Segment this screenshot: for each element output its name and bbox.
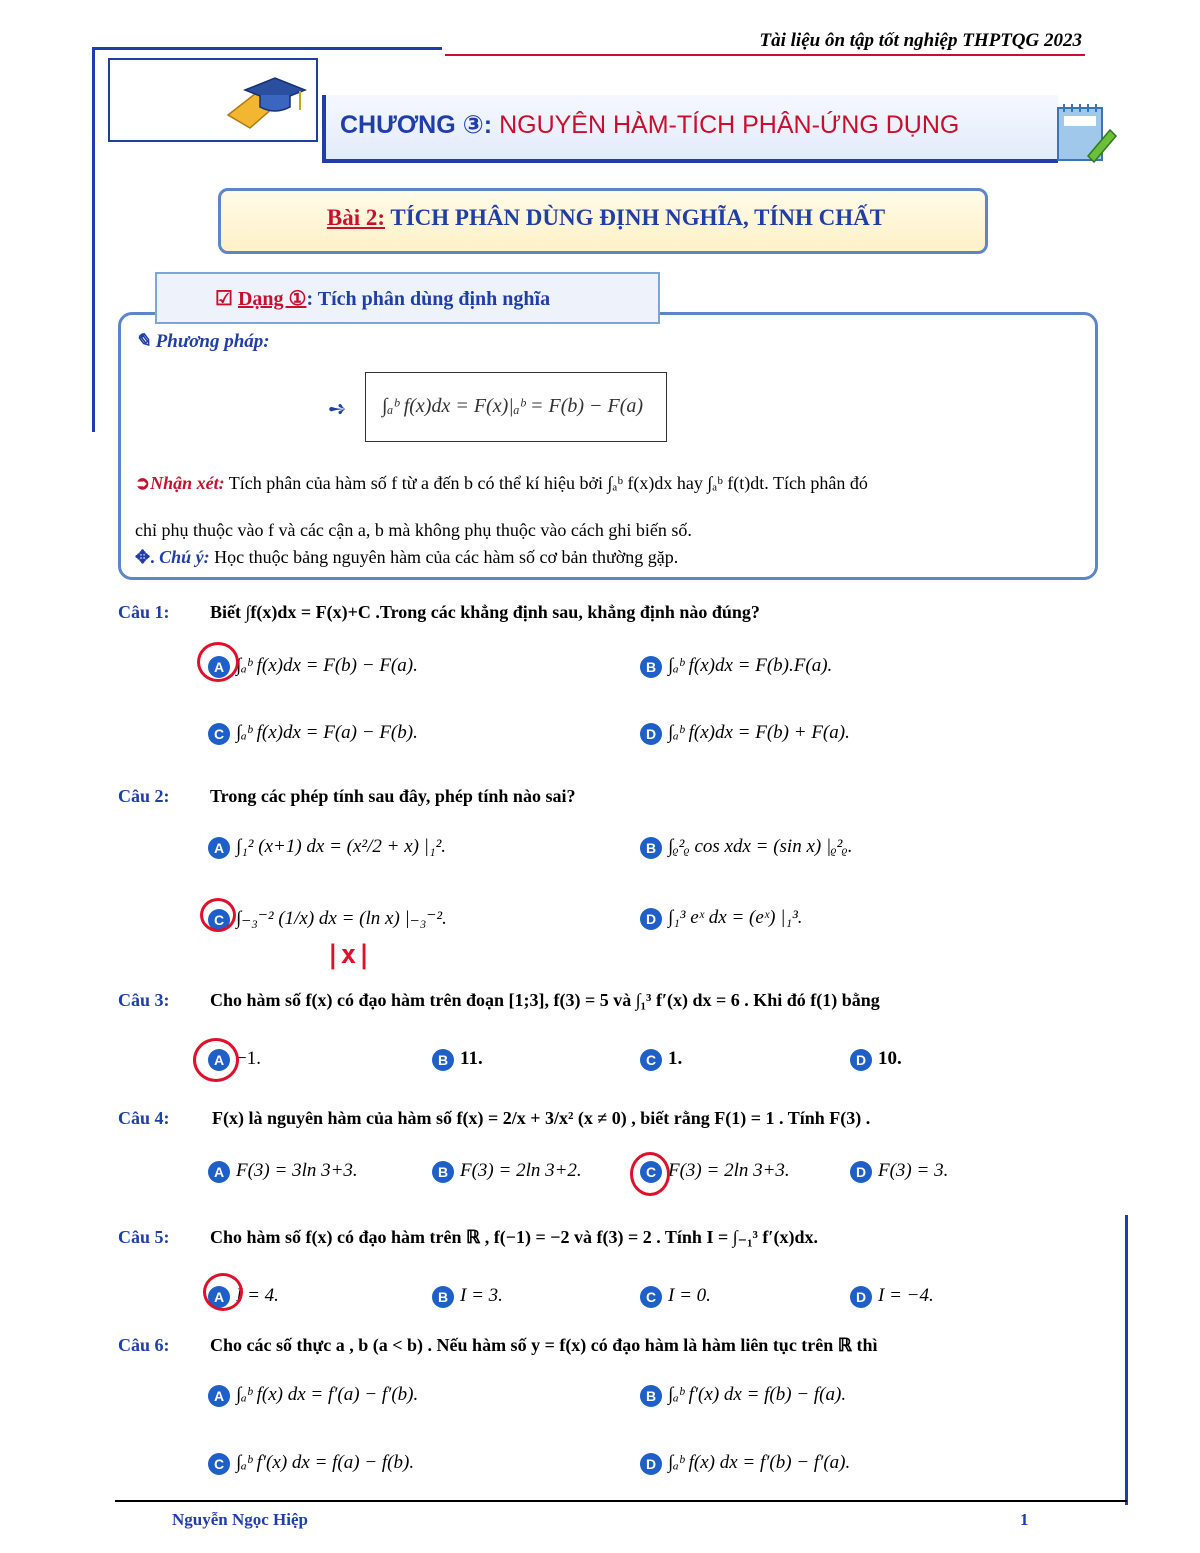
lesson-number: Bài 2: [326, 205, 386, 230]
option-text: ∫ₐᵇ f(x)dx = F(a) − F(b). [236, 722, 418, 743]
note-text: Học thuộc bảng nguyên hàm của các hàm số cơ bản thường gặp. [214, 547, 679, 567]
option-d[interactable] [850, 1285, 934, 1308]
option-text: I = 4. [236, 1285, 279, 1306]
note-line [135, 547, 1085, 568]
remark-label: Nhận xét: [150, 473, 225, 493]
option-letter: C [640, 1161, 662, 1183]
option-b[interactable] [432, 1160, 582, 1183]
option-letter: D [640, 1453, 662, 1475]
option-letter: D [850, 1049, 872, 1071]
option-letter: C [208, 909, 230, 931]
frame-left-rule [92, 47, 95, 432]
option-b[interactable] [640, 655, 832, 678]
option-text: ∫ₐᵇ f(x) dx = f′(a) − f′(b). [236, 1384, 419, 1405]
option-text: I = −4. [878, 1285, 934, 1306]
option-text: 11. [460, 1048, 483, 1069]
option-letter: C [640, 1286, 662, 1308]
option-d[interactable] [640, 907, 803, 930]
option-text: ∫ₐᵇ f′(x) dx = f(a) − f(b). [236, 1452, 415, 1473]
option-letter: A [208, 1385, 230, 1407]
option-text: F(3) = 2ln 3+2. [460, 1160, 582, 1181]
option-letter: B [640, 1385, 662, 1407]
arrow-icon: ➲ [135, 473, 151, 493]
question-label: Câu 3: [118, 990, 170, 1010]
option-a[interactable] [208, 1384, 418, 1407]
option-text: I = 3. [460, 1285, 503, 1306]
arrow-icon: ➺ [328, 396, 347, 421]
option-b[interactable] [432, 1285, 503, 1308]
option-letter: A [208, 837, 230, 859]
question-label: Câu 6: [118, 1335, 170, 1355]
option-text: ∫ᵨ²ᵨ cos xdx = (sin x) |ᵨ²ᵨ. [668, 836, 853, 857]
pencil-icon: ✎ [135, 331, 151, 352]
answer-circle-mark [193, 1038, 239, 1082]
answer-circle-mark [200, 898, 236, 932]
option-letter: D [850, 1286, 872, 1308]
frame-top-rule [92, 47, 442, 50]
remark-text: Tích phân của hàm số f từ a đến b có thể kí hiệu bởi ∫ₐᵇ f(x)dx hay ∫ₐᵇ f(t)dt. Tích phân đó [228, 473, 868, 493]
option-text: ∫ₐᵇ f(x)dx = F(b).F(a). [668, 655, 833, 676]
remark-line-2: chỉ phụ thuộc vào f và các cận a, b mà không phụ thuộc vào cách ghi biến số. [135, 520, 692, 540]
frame-right-rule [1125, 1215, 1128, 1505]
option-d[interactable] [850, 1048, 902, 1071]
option-text: F(3) = 3ln 3+3. [236, 1160, 358, 1181]
footer-divider [115, 1500, 1127, 1502]
question-label: Câu 5: [118, 1227, 170, 1247]
option-text: ∫ₐᵇ f′(x) dx = f(b) − f(a). [668, 1384, 847, 1405]
question-text: Trong các phép tính sau đây, phép tính nào sai? [210, 786, 576, 806]
option-text: ∫₋₃⁻² (1/x) dx = (ln x) |₋₃⁻². [236, 908, 447, 929]
handwritten-note: |x| [325, 940, 372, 970]
option-letter: A [208, 1049, 230, 1071]
header-divider [445, 54, 1085, 56]
question-label: Câu 4: [118, 1108, 170, 1128]
option-text: ∫₁² (x+1) dx = (x²/2 + x) |₁². [236, 836, 447, 857]
question-text: Cho hàm số f(x) có đạo hàm trên ℝ , f(−1) = −2 và f(3) = 2 . Tính I = ∫₋₁³ f′(x)dx. [210, 1227, 818, 1247]
option-text: F(3) = 2ln 3+3. [668, 1160, 790, 1181]
option-a[interactable] [208, 1160, 358, 1183]
lesson-box [218, 188, 988, 254]
method-heading-text: Phương pháp: [155, 331, 270, 352]
question-text: Biết ∫f(x)dx = F(x)+C .Trong các khẳng định sau, khẳng định nào đúng? [210, 602, 760, 622]
option-text: I = 0. [668, 1285, 711, 1306]
option-text: ∫ₐᵇ f(x)dx = F(b) + F(a). [668, 722, 850, 743]
option-d[interactable] [640, 722, 850, 745]
option-letter: B [432, 1286, 454, 1308]
option-text: F(3) = 3. [878, 1160, 949, 1181]
option-letter: A [208, 1161, 230, 1183]
option-text: ∫ₐᵇ f(x)dx = F(b) − F(a). [236, 655, 418, 676]
option-c[interactable] [640, 1285, 711, 1308]
checkbox-icon: ☑ [215, 288, 233, 310]
option-text: −1. [236, 1048, 261, 1069]
option-d[interactable] [640, 1452, 850, 1475]
notebook-icon [1052, 98, 1118, 166]
option-letter: D [640, 723, 662, 745]
chapter-icon-frame [108, 58, 318, 142]
option-letter: B [432, 1049, 454, 1071]
question-label: Câu 2: [118, 786, 170, 806]
footer-author: Nguyễn Ngọc Hiệp [172, 1510, 308, 1529]
option-text: 10. [878, 1048, 902, 1069]
option-letter: B [640, 837, 662, 859]
option-c[interactable] [640, 1048, 682, 1071]
option-letter: B [432, 1161, 454, 1183]
note-label: Chú ý: [159, 547, 210, 567]
option-text: 1. [668, 1048, 683, 1069]
question-label: Câu 1: [118, 602, 170, 622]
option-b[interactable] [640, 836, 852, 859]
chapter-heading [340, 110, 959, 140]
header-title: Tài liệu ôn tập tốt nghiệp THPTQG 2023 [759, 30, 1082, 51]
option-b[interactable] [640, 1384, 846, 1407]
option-a[interactable] [208, 655, 418, 678]
type-heading [215, 286, 550, 311]
diamond-icon: ✥. [135, 547, 155, 567]
option-c[interactable] [208, 907, 447, 931]
answer-circle-mark [630, 1152, 670, 1196]
option-d[interactable] [850, 1160, 948, 1183]
option-letter: C [208, 1453, 230, 1475]
answer-circle-mark [197, 642, 239, 682]
option-c[interactable] [208, 722, 418, 745]
lesson-title: TÍCH PHÂN DÙNG ĐỊNH NGHĨA, TÍNH CHẤT [390, 205, 886, 230]
type-title: : Tích phân dùng định nghĩa [306, 288, 551, 310]
chapter-number: CHƯƠNG ③: [340, 111, 493, 139]
remark-line [135, 470, 1085, 496]
page-number: 1 [1020, 1510, 1029, 1529]
question-text: Cho các số thực a , b (a < b) . Nếu hàm số y = f(x) có đạo hàm là hàm liên tục trên ℝ thì [210, 1335, 878, 1355]
type-number: Dạng ① [237, 288, 307, 310]
chapter-title: NGUYÊN HÀM-TÍCH PHÂN-ỨNG DỤNG [499, 111, 960, 139]
question-text: F(x) là nguyên hàm của hàm số f(x) = 2/x + 3/x² (x ≠ 0) , biết rằng F(1) = 1 . Tính F(3) . [212, 1108, 871, 1128]
definition-formula: ∫ₐᵇ f(x)dx = F(x)|ₐᵇ = F(b) − F(a) [382, 395, 644, 417]
option-c[interactable] [208, 1452, 414, 1475]
option-letter: C [640, 1049, 662, 1071]
option-letter: C [208, 723, 230, 745]
option-letter: D [850, 1161, 872, 1183]
option-text: ∫ₐᵇ f(x) dx = f′(b) − f′(a). [668, 1452, 851, 1473]
option-letter: A [208, 1286, 230, 1308]
method-heading [135, 330, 270, 353]
option-a[interactable] [208, 836, 446, 859]
lesson-heading [221, 205, 991, 231]
option-letter: A [208, 656, 230, 678]
graduation-cap-icon [110, 60, 316, 140]
question-text: Cho hàm số f(x) có đạo hàm trên đoạn [1;3], f(3) = 5 và ∫₁³ f′(x) dx = 6 . Khi đó f(1) bằng [210, 990, 880, 1010]
answer-circle-mark [203, 1273, 243, 1311]
option-text: ∫₁³ eˣ dx = (eˣ) |₁³. [668, 907, 803, 928]
option-letter: B [640, 656, 662, 678]
option-letter: D [640, 908, 662, 930]
option-b[interactable] [432, 1048, 483, 1071]
